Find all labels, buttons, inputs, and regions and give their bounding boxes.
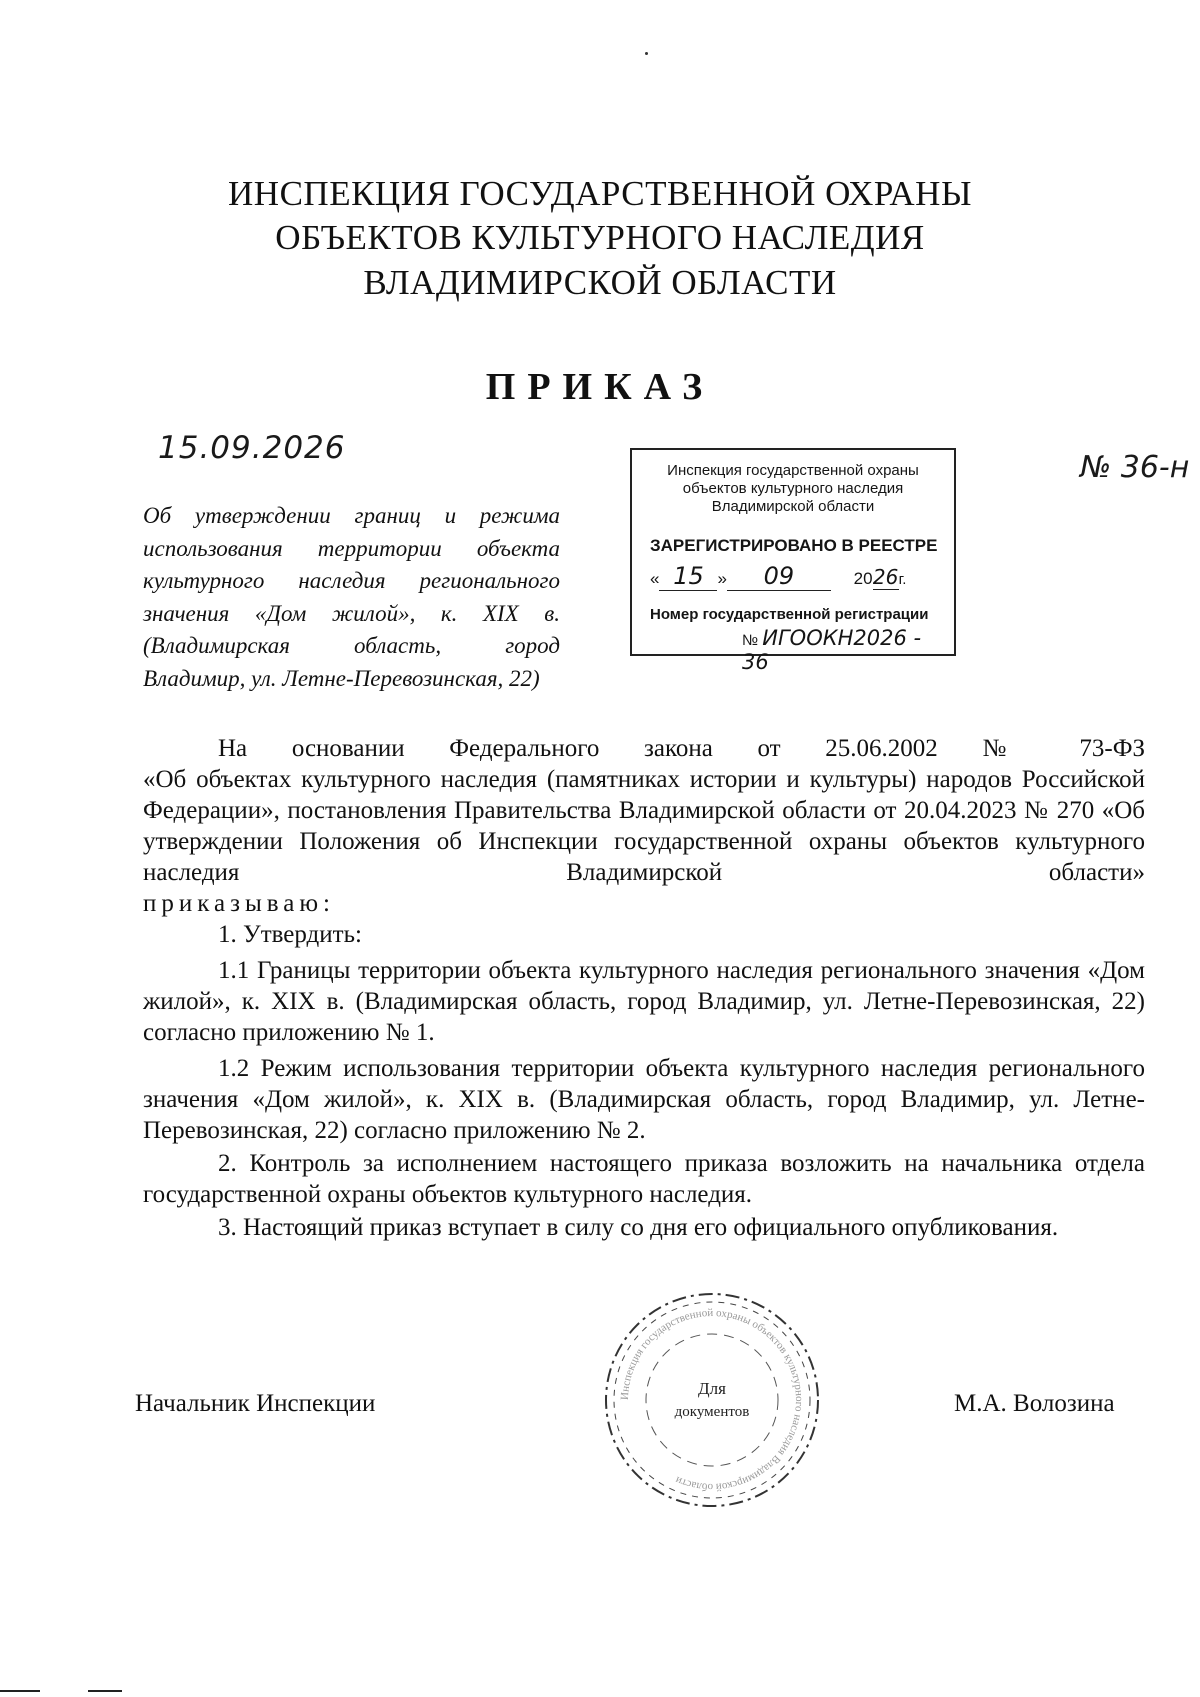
stamp-year-suffix: 26 [872, 565, 899, 589]
seal-ring-text: Инспекция государственной охраны объектов культурного наследия Владимирской области [618, 1306, 806, 1494]
stamp-registered-label: ЗАРЕГИСТРИРОВАНО В РЕЕСТРЕ [650, 536, 938, 555]
order-subject [143, 500, 560, 695]
order-item-1-1 [143, 955, 1145, 1048]
order-word: приказываю: [143, 890, 335, 917]
order-item-1 [143, 919, 1145, 950]
preamble-paragraph [143, 733, 1145, 919]
stamp-date-month: 09 [727, 562, 831, 591]
official-seal [600, 1288, 824, 1512]
scan-mark [0, 1690, 40, 1692]
stamp-year-prefix: 20 [853, 569, 873, 588]
subject-line: Владимир, ул. Летне-Перевозинская, 22) [143, 665, 540, 691]
subject-line: значения «Дом жилой», к. XIX в. [143, 600, 560, 626]
seal-center-line-1: Для [698, 1379, 726, 1398]
stamp-number-value: ИГООКН2026 - 36 [742, 626, 922, 674]
stamp-date-mid: » [717, 569, 727, 588]
document-title: ПРИКАЗ [485, 366, 715, 408]
registration-stamp [630, 448, 956, 674]
scan-dot [645, 52, 648, 55]
stamp-org-line: Инспекция государственной охраны [667, 462, 919, 479]
subject-line: Об утверждении границ и режима [143, 503, 560, 528]
subject-line: культурного наследия регионального [143, 568, 560, 593]
preamble-first-line: На основании Федерального закона от 25.06.2002 № 73-ФЗ [218, 735, 1145, 762]
stamp-registration-date [650, 562, 950, 591]
order-number: № 36-н [1080, 450, 1190, 485]
order-item-1-2 [143, 1053, 1145, 1146]
order-date: 15.09.2026 [158, 430, 346, 466]
stamp-date-open: « [650, 569, 660, 588]
order-item-2 [143, 1148, 1145, 1210]
order-item-text: 1. Утвердить: [218, 921, 362, 948]
signatory-name: М.А. Волозина [954, 1390, 1115, 1417]
stamp-number-label: Номер государственной регистрации [650, 606, 929, 623]
stamp-registration-number [742, 626, 954, 674]
stamp-org-line: объектов культурного наследия [682, 480, 904, 497]
order-item-3 [143, 1212, 1145, 1243]
header-line-2: ОБЪЕКТОВ КУЛЬТУРНОГО НАСЛЕДИЯ [275, 218, 925, 257]
stamp-date-day: 15 [659, 562, 717, 591]
stamp-number-prefix: № [742, 632, 759, 649]
subject-line: (Владимирская область, город [143, 633, 560, 658]
header-line-1: ИНСПЕКЦИЯ ГОСУДАРСТВЕННОЙ ОХРАНЫ [228, 174, 972, 213]
order-item-text: 2. Контроль за исполнением настоящего приказа возложить на начальника отдела государственной охраны объектов культурного наследия. [143, 1150, 1145, 1208]
preamble-text: «Об объектах культурного наследия (памятниках истории и культуры) народов Российской Федерации», постановления Правительства Владимирской области от 20.04.2023 № 270 «Об утверждении Положения об Инспекции государственной охраны объектов культурного наследия Владимирской области» [143, 766, 1145, 886]
seal-center-line-2: документов [674, 1404, 750, 1420]
scan-mark [88, 1690, 122, 1692]
order-item-text: 1.2 Режим использования территории объекта культурного наследия регионального значения «Дом жилой», к. XIX в. (Владимирская область, город Владимир, ул. Летне-Перевозинская, 22) согласно приложению № 2. [143, 1055, 1145, 1144]
subject-line: использования территории объекта [143, 535, 560, 561]
stamp-org-line: Владимирской области [711, 498, 875, 515]
order-item-text: 3. Настоящий приказ вступает в силу со дня его официального опубликования. [218, 1214, 1059, 1241]
signatory-position: Начальник Инспекции [135, 1390, 376, 1417]
stamp-year-end: г. [898, 571, 907, 588]
header-line-3: ВЛАДИМИРСКОЙ ОБЛАСТИ [363, 263, 837, 302]
order-item-text: 1.1 Границы территории объекта культурного наследия регионального значения «Дом жилой», к. XIX в. (Владимирская область, город Владимир, ул. Летне-Перевозинская, 22) согласно приложению № 1. [143, 957, 1145, 1046]
